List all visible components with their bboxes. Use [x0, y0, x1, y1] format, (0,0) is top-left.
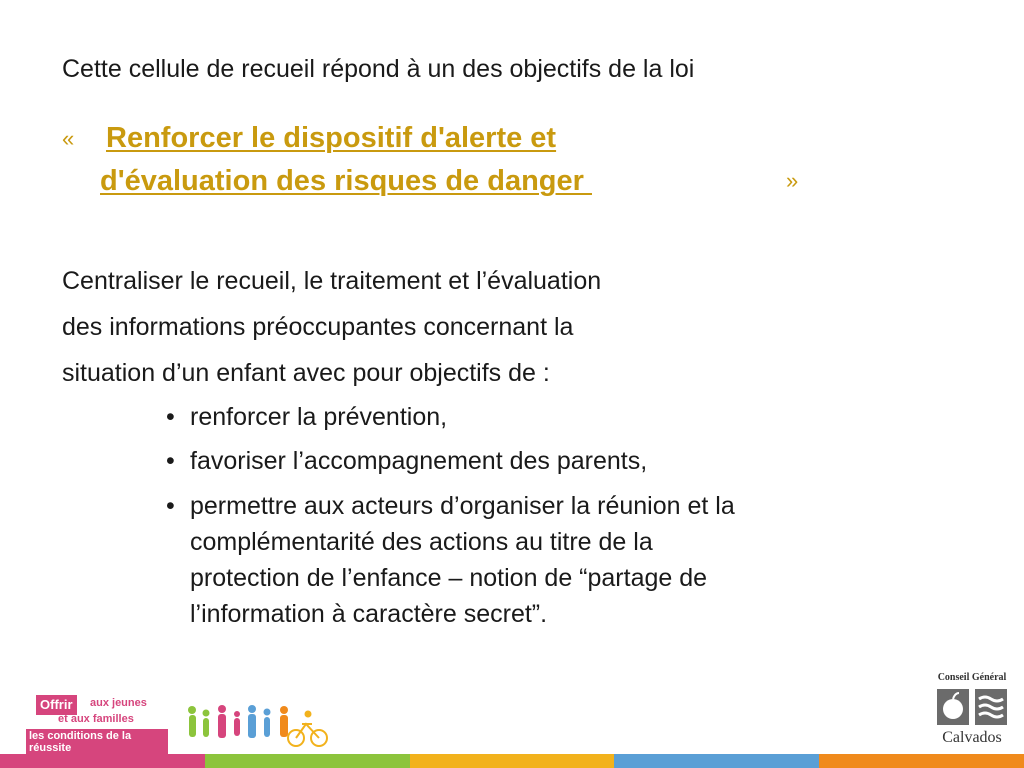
intro-text: Cette cellule de recueil répond à un des objectifs de la loi [62, 55, 695, 83]
bullet3-line-4: l’information à caractère secret”. [190, 600, 548, 628]
list-item: • renforcer la prévention, [166, 400, 965, 434]
list-item [166, 488, 965, 632]
offrir-line-3: les conditions de la réussite [26, 729, 168, 755]
quote-close: » [786, 168, 799, 193]
footer-bar-segment [819, 754, 1024, 768]
cg-name: Calvados [942, 729, 1002, 746]
highlight-line-2[interactable]: d'évaluation des risques de danger [100, 165, 592, 197]
paragraph-line-1: Centraliser le recueil, le traitement et l’évaluation [62, 267, 602, 295]
footer-bar-segment [410, 754, 615, 768]
bullet-list [166, 400, 965, 632]
bullet3-line-3: protection de l’enfance – notion de “partage de [190, 564, 708, 592]
cg-title: Conseil Général [937, 672, 1007, 683]
footer-bar-segment [614, 754, 819, 768]
footer-bar-segment [205, 754, 410, 768]
conseil-general-logo [930, 672, 1014, 752]
quote-open: « [62, 126, 75, 151]
footer-bar-segment [0, 754, 205, 768]
offrir-line-1: aux jeunes [90, 697, 147, 709]
family-figures-icon [184, 700, 329, 750]
offrir-logo [18, 695, 168, 754]
paragraph-line-2: des informations préoccupantes concernant la [62, 313, 574, 341]
offrir-line-2: et aux familles [58, 713, 134, 725]
paragraph-line-3: situation d’un enfant avec pour objectifs de : [62, 359, 550, 387]
offrir-tag: Offrir [36, 695, 77, 715]
bullet3-line-2: complémentarité des actions au titre de la [190, 528, 653, 556]
calvados-emblem-icon [935, 687, 1009, 727]
footer-color-bar [0, 754, 1024, 768]
bullet3-line-1: • permettre aux acteurs d’organiser la réunion et la [190, 492, 735, 520]
highlight-line-1[interactable]: Renforcer le dispositif d'alerte et [106, 122, 557, 154]
list-item: • favoriser l’accompagnement des parents, [166, 444, 965, 478]
